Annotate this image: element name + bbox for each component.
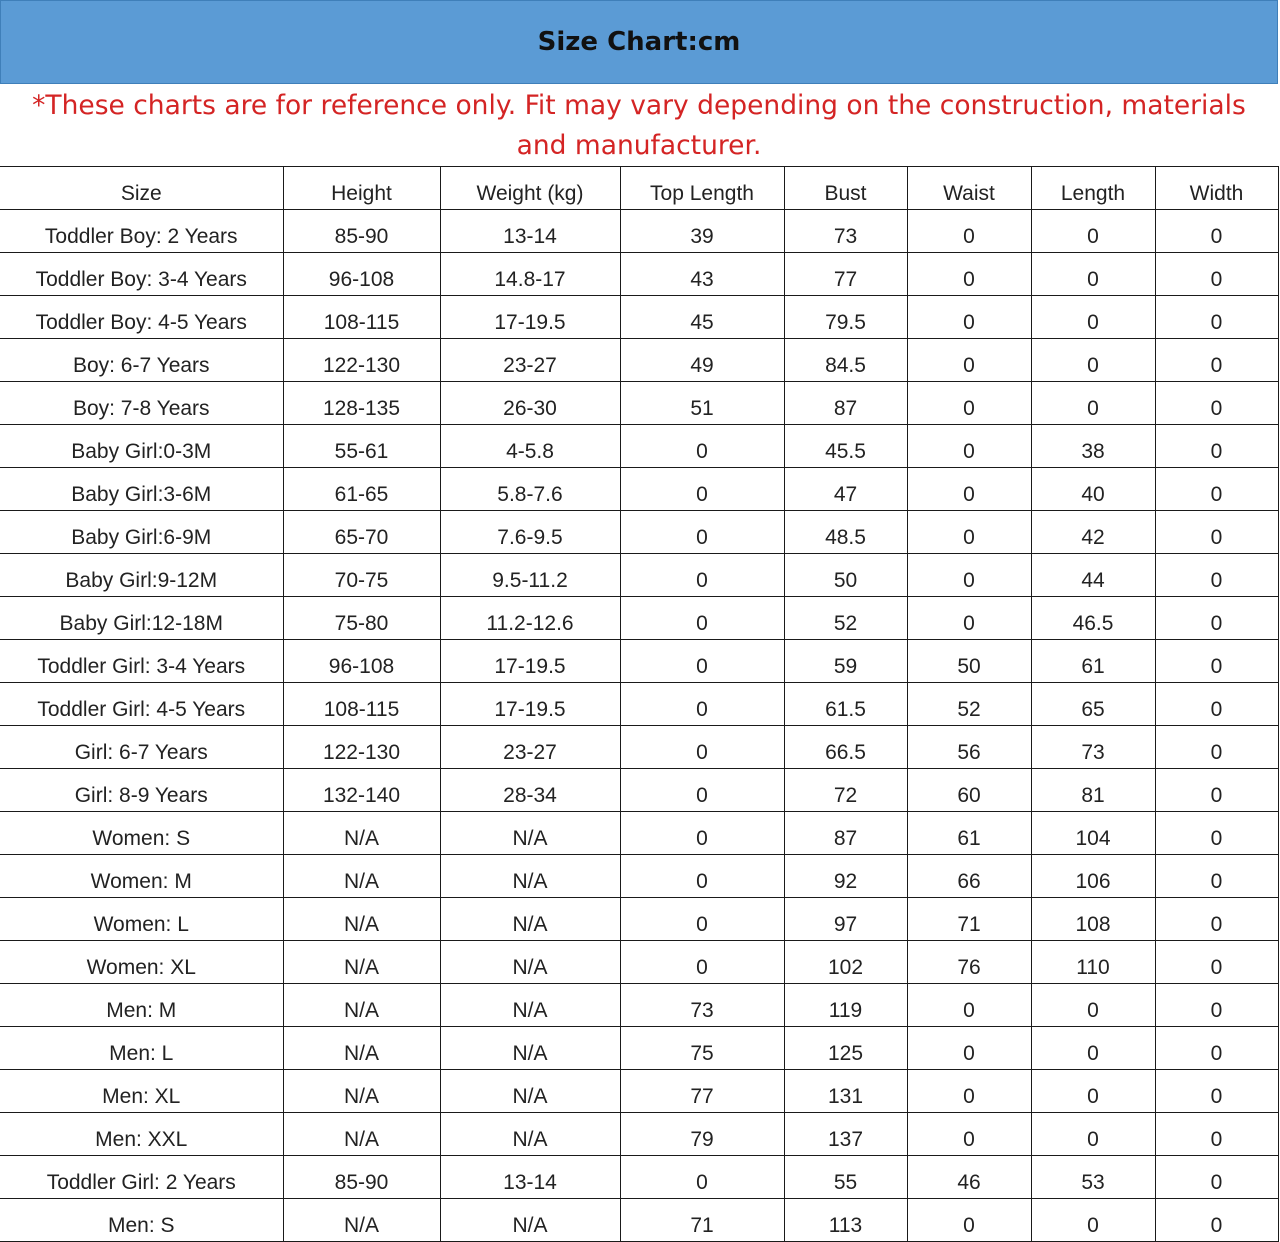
cell-bust: 45.5 xyxy=(784,425,907,468)
cell-weight: N/A xyxy=(440,1027,620,1070)
cell-waist: 0 xyxy=(907,554,1031,597)
cell-bust: 77 xyxy=(784,253,907,296)
cell-height: N/A xyxy=(283,1199,440,1242)
cell-waist: 0 xyxy=(907,339,1031,382)
cell-height: 122-130 xyxy=(283,726,440,769)
cell-waist: 0 xyxy=(907,425,1031,468)
cell-top-length: 45 xyxy=(620,296,784,339)
cell-size: Boy: 6-7 Years xyxy=(0,339,283,382)
cell-width: 0 xyxy=(1155,296,1278,339)
table-row xyxy=(0,253,1278,296)
table-row xyxy=(0,769,1278,812)
cell-bust: 87 xyxy=(784,382,907,425)
table-row xyxy=(0,898,1278,941)
cell-bust: 47 xyxy=(784,468,907,511)
cell-height: 65-70 xyxy=(283,511,440,554)
cell-weight: 17-19.5 xyxy=(440,296,620,339)
cell-length: 0 xyxy=(1031,1113,1155,1156)
table-row xyxy=(0,554,1278,597)
table-row xyxy=(0,597,1278,640)
cell-length: 0 xyxy=(1031,210,1155,253)
cell-weight: N/A xyxy=(440,984,620,1027)
cell-top-length: 0 xyxy=(620,812,784,855)
cell-length: 65 xyxy=(1031,683,1155,726)
cell-length: 0 xyxy=(1031,296,1155,339)
cell-weight: 13-14 xyxy=(440,210,620,253)
cell-height: 85-90 xyxy=(283,210,440,253)
table-row xyxy=(0,468,1278,511)
cell-waist: 52 xyxy=(907,683,1031,726)
cell-width: 0 xyxy=(1155,812,1278,855)
table-row xyxy=(0,1027,1278,1070)
cell-weight: 17-19.5 xyxy=(440,683,620,726)
cell-size: Baby Girl:12-18M xyxy=(0,597,283,640)
cell-top-length: 49 xyxy=(620,339,784,382)
cell-top-length: 43 xyxy=(620,253,784,296)
cell-width: 0 xyxy=(1155,468,1278,511)
cell-length: 0 xyxy=(1031,339,1155,382)
cell-length: 0 xyxy=(1031,1199,1155,1242)
cell-length: 42 xyxy=(1031,511,1155,554)
cell-length: 81 xyxy=(1031,769,1155,812)
cell-width: 0 xyxy=(1155,683,1278,726)
cell-width: 0 xyxy=(1155,339,1278,382)
cell-width: 0 xyxy=(1155,382,1278,425)
cell-waist: 0 xyxy=(907,382,1031,425)
cell-width: 0 xyxy=(1155,898,1278,941)
cell-bust: 87 xyxy=(784,812,907,855)
cell-height: 70-75 xyxy=(283,554,440,597)
cell-bust: 92 xyxy=(784,855,907,898)
cell-size: Women: S xyxy=(0,812,283,855)
cell-top-length: 0 xyxy=(620,1156,784,1199)
cell-length: 38 xyxy=(1031,425,1155,468)
column-header-waist: Waist xyxy=(907,167,1031,210)
cell-weight: 26-30 xyxy=(440,382,620,425)
cell-bust: 66.5 xyxy=(784,726,907,769)
table-row xyxy=(0,210,1278,253)
cell-length: 0 xyxy=(1031,1027,1155,1070)
cell-size: Men: XXL xyxy=(0,1113,283,1156)
cell-weight: N/A xyxy=(440,1199,620,1242)
cell-weight: N/A xyxy=(440,1113,620,1156)
cell-top-length: 75 xyxy=(620,1027,784,1070)
cell-height: 85-90 xyxy=(283,1156,440,1199)
cell-waist: 50 xyxy=(907,640,1031,683)
cell-top-length: 0 xyxy=(620,855,784,898)
cell-bust: 52 xyxy=(784,597,907,640)
column-header-height: Height xyxy=(283,167,440,210)
column-header-width: Width xyxy=(1155,167,1278,210)
cell-weight: 5.8-7.6 xyxy=(440,468,620,511)
cell-size: Women: L xyxy=(0,898,283,941)
cell-bust: 137 xyxy=(784,1113,907,1156)
cell-size: Toddler Boy: 3-4 Years xyxy=(0,253,283,296)
cell-waist: 0 xyxy=(907,253,1031,296)
cell-width: 0 xyxy=(1155,210,1278,253)
cell-size: Baby Girl:6-9M xyxy=(0,511,283,554)
cell-waist: 0 xyxy=(907,1199,1031,1242)
cell-bust: 48.5 xyxy=(784,511,907,554)
cell-width: 0 xyxy=(1155,511,1278,554)
column-header-bust: Bust xyxy=(784,167,907,210)
cell-size: Baby Girl:0-3M xyxy=(0,425,283,468)
cell-length: 0 xyxy=(1031,1070,1155,1113)
cell-bust: 119 xyxy=(784,984,907,1027)
cell-height: N/A xyxy=(283,898,440,941)
table-row xyxy=(0,1156,1278,1199)
cell-bust: 72 xyxy=(784,769,907,812)
column-header-top-length: Top Length xyxy=(620,167,784,210)
cell-weight: 7.6-9.5 xyxy=(440,511,620,554)
cell-waist: 56 xyxy=(907,726,1031,769)
cell-top-length: 0 xyxy=(620,597,784,640)
cell-size: Toddler Girl: 2 Years xyxy=(0,1156,283,1199)
cell-height: 108-115 xyxy=(283,296,440,339)
cell-top-length: 0 xyxy=(620,769,784,812)
table-row xyxy=(0,1070,1278,1113)
cell-weight: N/A xyxy=(440,898,620,941)
cell-width: 0 xyxy=(1155,597,1278,640)
cell-bust: 102 xyxy=(784,941,907,984)
cell-weight: 13-14 xyxy=(440,1156,620,1199)
cell-height: 108-115 xyxy=(283,683,440,726)
cell-length: 110 xyxy=(1031,941,1155,984)
cell-bust: 61.5 xyxy=(784,683,907,726)
cell-top-length: 77 xyxy=(620,1070,784,1113)
cell-waist: 61 xyxy=(907,812,1031,855)
cell-width: 0 xyxy=(1155,855,1278,898)
cell-width: 0 xyxy=(1155,640,1278,683)
cell-top-length: 73 xyxy=(620,984,784,1027)
cell-height: N/A xyxy=(283,941,440,984)
cell-width: 0 xyxy=(1155,1027,1278,1070)
cell-length: 61 xyxy=(1031,640,1155,683)
size-chart-title: Size Chart:cm xyxy=(0,0,1278,84)
cell-height: N/A xyxy=(283,855,440,898)
cell-top-length: 51 xyxy=(620,382,784,425)
cell-height: 132-140 xyxy=(283,769,440,812)
cell-bust: 113 xyxy=(784,1199,907,1242)
cell-length: 0 xyxy=(1031,253,1155,296)
table-row xyxy=(0,941,1278,984)
cell-width: 0 xyxy=(1155,554,1278,597)
cell-width: 0 xyxy=(1155,984,1278,1027)
cell-bust: 97 xyxy=(784,898,907,941)
cell-height: 61-65 xyxy=(283,468,440,511)
cell-weight: N/A xyxy=(440,855,620,898)
cell-length: 46.5 xyxy=(1031,597,1155,640)
cell-bust: 59 xyxy=(784,640,907,683)
cell-height: 55-61 xyxy=(283,425,440,468)
cell-waist: 71 xyxy=(907,898,1031,941)
cell-waist: 0 xyxy=(907,984,1031,1027)
cell-width: 0 xyxy=(1155,253,1278,296)
cell-size: Girl: 6-7 Years xyxy=(0,726,283,769)
cell-waist: 0 xyxy=(907,1113,1031,1156)
cell-size: Boy: 7-8 Years xyxy=(0,382,283,425)
cell-top-length: 0 xyxy=(620,511,784,554)
cell-length: 108 xyxy=(1031,898,1155,941)
cell-waist: 0 xyxy=(907,1027,1031,1070)
cell-weight: 4-5.8 xyxy=(440,425,620,468)
cell-waist: 0 xyxy=(907,597,1031,640)
cell-waist: 66 xyxy=(907,855,1031,898)
cell-top-length: 71 xyxy=(620,1199,784,1242)
table-header-row xyxy=(0,167,1278,210)
cell-top-length: 0 xyxy=(620,898,784,941)
table-row xyxy=(0,511,1278,554)
cell-size: Men: M xyxy=(0,984,283,1027)
cell-bust: 50 xyxy=(784,554,907,597)
cell-height: 122-130 xyxy=(283,339,440,382)
cell-bust: 55 xyxy=(784,1156,907,1199)
cell-height: 96-108 xyxy=(283,253,440,296)
table-row xyxy=(0,726,1278,769)
cell-top-length: 0 xyxy=(620,683,784,726)
cell-waist: 0 xyxy=(907,511,1031,554)
cell-weight: N/A xyxy=(440,941,620,984)
cell-width: 0 xyxy=(1155,425,1278,468)
cell-size: Women: XL xyxy=(0,941,283,984)
cell-width: 0 xyxy=(1155,726,1278,769)
cell-size: Men: L xyxy=(0,1027,283,1070)
cell-height: N/A xyxy=(283,1070,440,1113)
cell-size: Women: M xyxy=(0,855,283,898)
cell-size: Toddler Boy: 2 Years xyxy=(0,210,283,253)
cell-length: 0 xyxy=(1031,382,1155,425)
cell-bust: 125 xyxy=(784,1027,907,1070)
cell-bust: 131 xyxy=(784,1070,907,1113)
table-row xyxy=(0,984,1278,1027)
cell-top-length: 0 xyxy=(620,554,784,597)
cell-top-length: 0 xyxy=(620,425,784,468)
table-row xyxy=(0,425,1278,468)
cell-height: N/A xyxy=(283,1027,440,1070)
cell-weight: N/A xyxy=(440,812,620,855)
cell-weight: 17-19.5 xyxy=(440,640,620,683)
cell-length: 53 xyxy=(1031,1156,1155,1199)
column-header-weight: Weight (kg) xyxy=(440,167,620,210)
cell-weight: 14.8-17 xyxy=(440,253,620,296)
column-header-size: Size xyxy=(0,167,283,210)
cell-height: N/A xyxy=(283,1113,440,1156)
cell-size: Girl: 8-9 Years xyxy=(0,769,283,812)
cell-weight: N/A xyxy=(440,1070,620,1113)
size-chart-table xyxy=(0,166,1279,1242)
cell-width: 0 xyxy=(1155,1199,1278,1242)
cell-waist: 0 xyxy=(907,210,1031,253)
cell-length: 44 xyxy=(1031,554,1155,597)
cell-height: 96-108 xyxy=(283,640,440,683)
cell-weight: 11.2-12.6 xyxy=(440,597,620,640)
table-row xyxy=(0,296,1278,339)
table-body xyxy=(0,210,1278,1242)
cell-waist: 0 xyxy=(907,296,1031,339)
cell-size: Baby Girl:3-6M xyxy=(0,468,283,511)
cell-top-length: 79 xyxy=(620,1113,784,1156)
cell-waist: 0 xyxy=(907,1070,1031,1113)
cell-width: 0 xyxy=(1155,1113,1278,1156)
table-row xyxy=(0,382,1278,425)
table-row xyxy=(0,683,1278,726)
cell-size: Toddler Boy: 4-5 Years xyxy=(0,296,283,339)
cell-top-length: 0 xyxy=(620,468,784,511)
cell-weight: 23-27 xyxy=(440,339,620,382)
cell-bust: 73 xyxy=(784,210,907,253)
cell-top-length: 39 xyxy=(620,210,784,253)
cell-length: 104 xyxy=(1031,812,1155,855)
cell-waist: 76 xyxy=(907,941,1031,984)
cell-top-length: 0 xyxy=(620,726,784,769)
cell-waist: 46 xyxy=(907,1156,1031,1199)
table-row xyxy=(0,1199,1278,1242)
cell-top-length: 0 xyxy=(620,941,784,984)
cell-height: N/A xyxy=(283,984,440,1027)
reference-disclaimer: *These charts are for reference only. Fit may vary depending on the construction, materials and manufacturer. xyxy=(32,90,1246,161)
table-row xyxy=(0,812,1278,855)
cell-width: 0 xyxy=(1155,1070,1278,1113)
table-row xyxy=(0,339,1278,382)
cell-waist: 60 xyxy=(907,769,1031,812)
cell-length: 0 xyxy=(1031,984,1155,1027)
cell-size: Men: S xyxy=(0,1199,283,1242)
table-row xyxy=(0,1113,1278,1156)
table-row xyxy=(0,855,1278,898)
cell-length: 106 xyxy=(1031,855,1155,898)
cell-length: 40 xyxy=(1031,468,1155,511)
cell-length: 73 xyxy=(1031,726,1155,769)
cell-bust: 84.5 xyxy=(784,339,907,382)
cell-weight: 28-34 xyxy=(440,769,620,812)
table-row xyxy=(0,640,1278,683)
cell-width: 0 xyxy=(1155,769,1278,812)
cell-height: N/A xyxy=(283,812,440,855)
cell-top-length: 0 xyxy=(620,640,784,683)
cell-size: Toddler Girl: 3-4 Years xyxy=(0,640,283,683)
column-header-length: Length xyxy=(1031,167,1155,210)
cell-weight: 9.5-11.2 xyxy=(440,554,620,597)
cell-size: Toddler Girl: 4-5 Years xyxy=(0,683,283,726)
cell-weight: 23-27 xyxy=(440,726,620,769)
cell-width: 0 xyxy=(1155,941,1278,984)
cell-width: 0 xyxy=(1155,1156,1278,1199)
cell-size: Baby Girl:9-12M xyxy=(0,554,283,597)
cell-height: 128-135 xyxy=(283,382,440,425)
cell-bust: 79.5 xyxy=(784,296,907,339)
cell-waist: 0 xyxy=(907,468,1031,511)
cell-height: 75-80 xyxy=(283,597,440,640)
cell-size: Men: XL xyxy=(0,1070,283,1113)
